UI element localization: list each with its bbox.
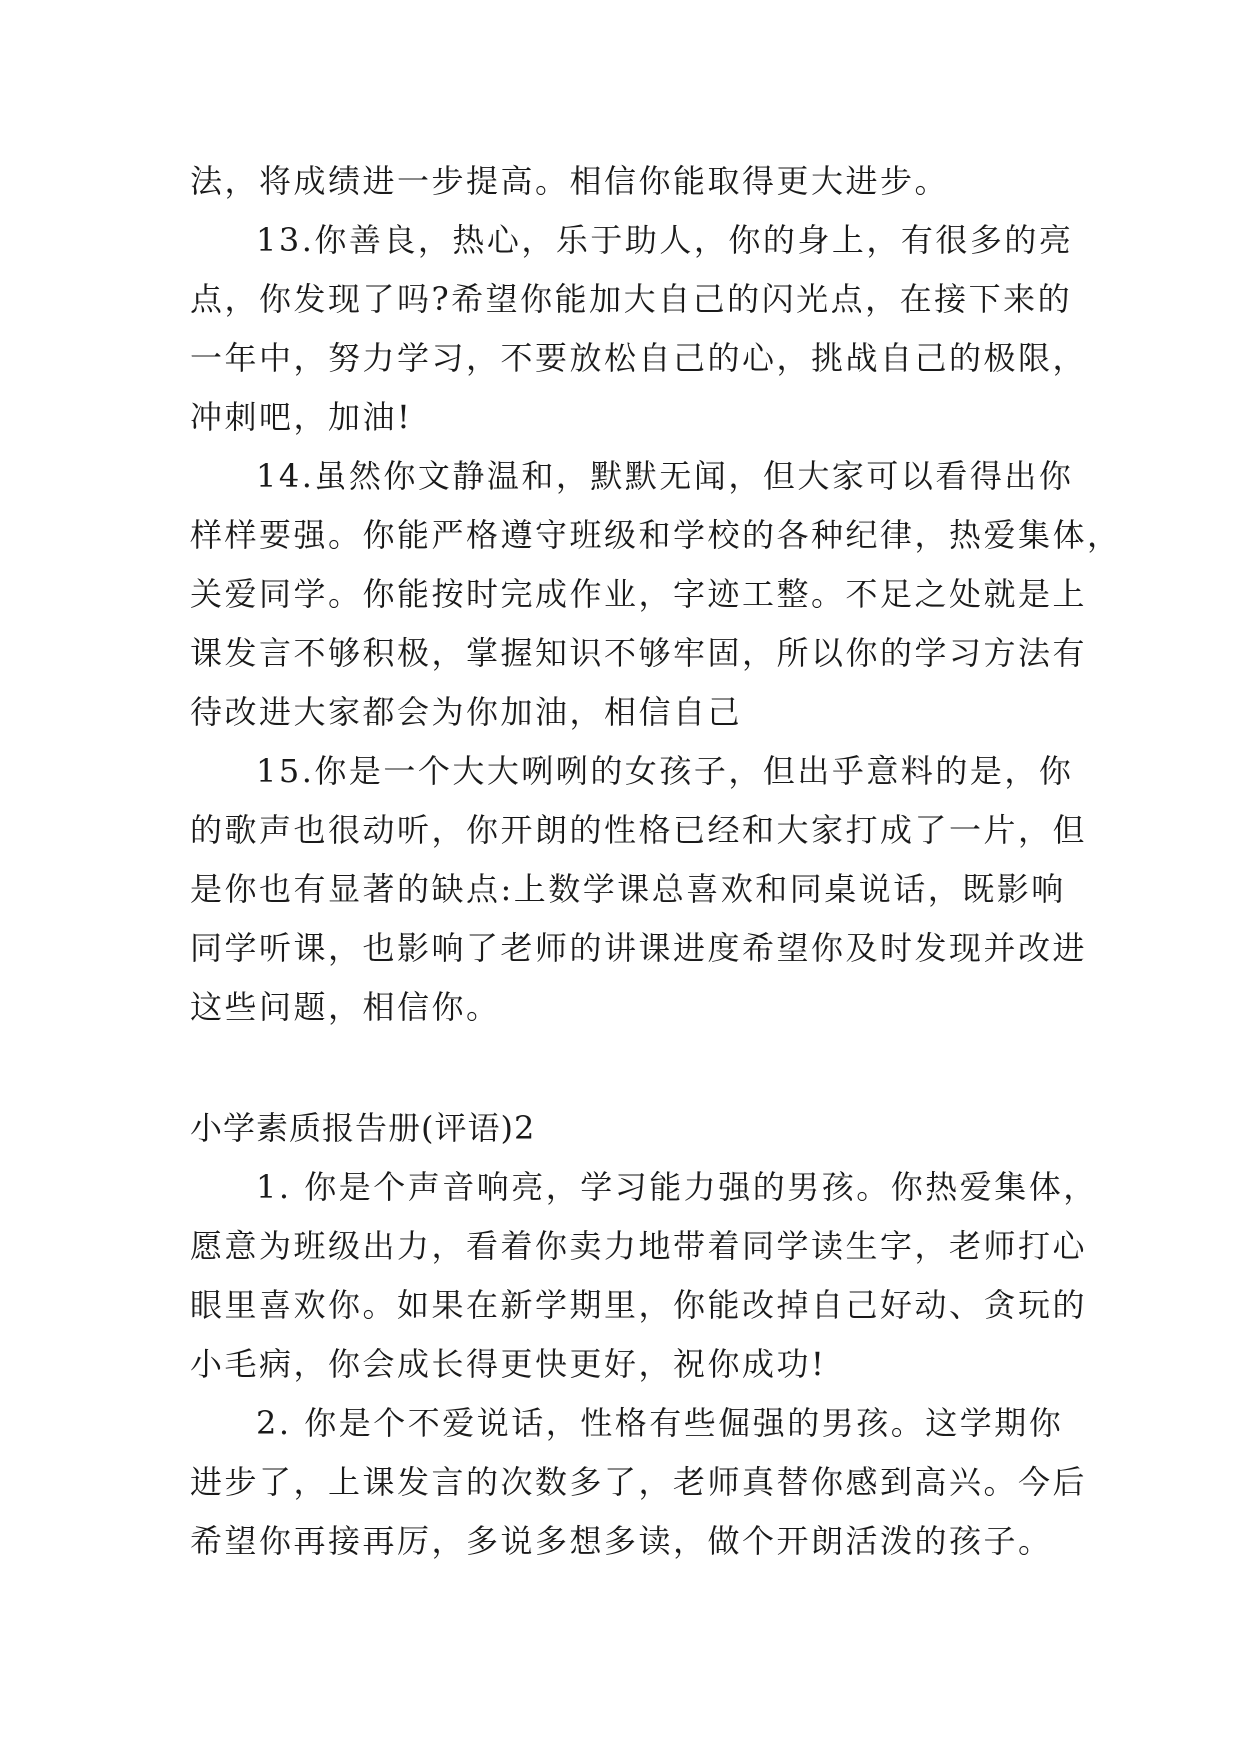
- text-line: 待改进大家都会为你加油，相信自己: [190, 693, 743, 731]
- text-line: 小毛病，你会成长得更快更好，祝你成功!: [190, 1345, 827, 1383]
- paragraph-15: [190, 742, 1088, 1037]
- text-line: 2. 你是个不爱说话，性格有些倔强的男孩。这学期你: [256, 1404, 1064, 1442]
- text-line: 的歌声也很动听，你开朗的性格已经和大家打成了一片，但: [190, 811, 1088, 849]
- text-line: 样样要强。你能严格遵守班级和学校的各种纪律，热爱集体，: [190, 516, 1122, 554]
- text-line: 1. 你是个声音响亮，学习能力强的男孩。你热爱集体，: [256, 1168, 1098, 1206]
- text-line: 进步了，上课发言的次数多了，老师真替你感到高兴。今后: [190, 1463, 1088, 1501]
- text-line: 同学听课，也影响了老师的讲课进度希望你及时发现并改进: [190, 929, 1088, 967]
- text-line: 是你也有显著的缺点:上数学课总喜欢和同桌说话，既影响: [190, 870, 1066, 908]
- document-page: [190, 152, 1122, 1571]
- text-line: 愿意为班级出力，看着你卖力地带着同学读生字，老师打心: [190, 1227, 1088, 1265]
- text-line: 这些问题，相信你。: [190, 988, 501, 1026]
- text-line: 13.你善良，热心，乐于助人，你的身上，有很多的亮: [256, 221, 1074, 259]
- text-line: 冲刺吧，加油!: [190, 398, 413, 436]
- text-line: 希望你再接再厉，多说多想多读，做个开朗活泼的孩子。: [190, 1522, 1053, 1560]
- text-line: 点，你发现了吗?希望你能加大自己的闪光点，在接下来的: [190, 280, 1073, 318]
- paragraph-14: [190, 447, 1122, 742]
- section-2-paragraph-1: [190, 1158, 1098, 1394]
- paragraph-13: [190, 211, 1088, 447]
- section-2-paragraph-2: [190, 1394, 1088, 1571]
- text-line: 课发言不够积极，掌握知识不够牢固，所以你的学习方法有: [190, 634, 1088, 672]
- text-line: 14.虽然你文静温和，默默无闻，但大家可以看得出你: [256, 457, 1074, 495]
- text-line: 一年中，努力学习，不要放松自己的心，挑战自己的极限，: [190, 339, 1088, 377]
- text-line: 关爱同学。你能按时完成作业，字迹工整。不足之处就是上: [190, 575, 1088, 613]
- text-line: 15.你是一个大大咧咧的女孩子，但出乎意料的是，你: [256, 752, 1074, 790]
- text-line: 法，将成绩进一步提高。相信你能取得更大进步。: [190, 162, 950, 200]
- section-spacer: [190, 1037, 1052, 1099]
- text-line: 眼里喜欢你。如果在新学期里，你能改掉自己好动、贪玩的: [190, 1286, 1088, 1324]
- section-heading: 小学素质报告册(评语)2: [190, 1109, 536, 1147]
- paragraph-12-continued: [190, 152, 1052, 211]
